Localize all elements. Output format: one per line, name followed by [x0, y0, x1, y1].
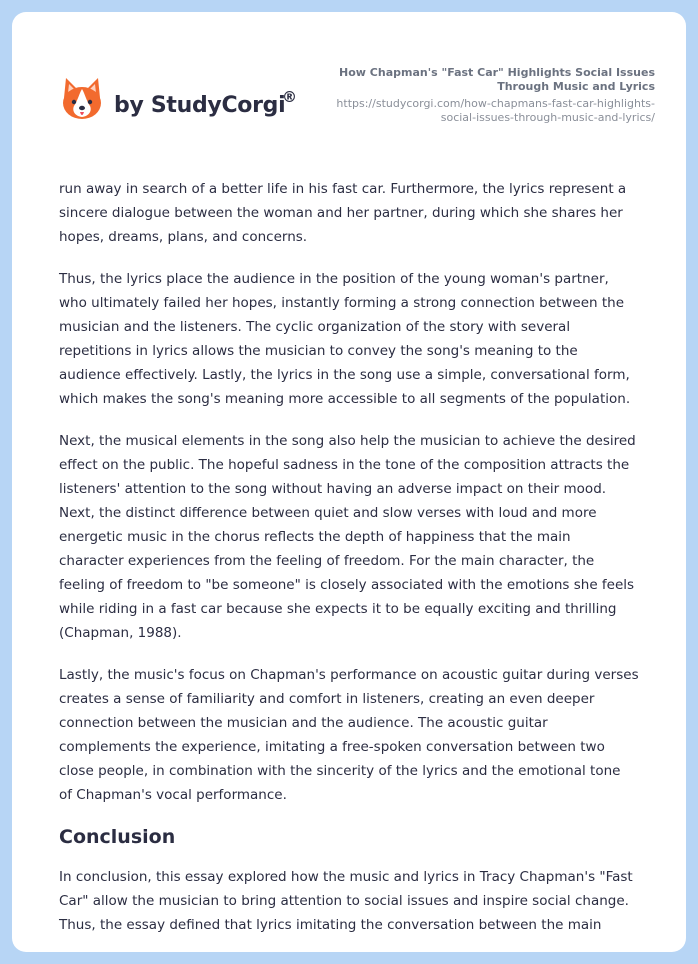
text-line: Next, the distinct difference between quiet and slow verses with loud and more: [59, 505, 597, 521]
text-line: Thus, the essay defined that lyrics imitating the conversation between the main: [59, 917, 602, 933]
studycorgi-logo[interactable]: [60, 76, 300, 126]
text-line: feeling of freedom to "be someone" is closely associated with the emotions she feels: [59, 577, 635, 593]
document-meta: [315, 66, 655, 125]
registered-mark: ®: [282, 88, 297, 106]
document-url-line: social-issues-through-music-and-lyrics/: [440, 111, 655, 124]
document-url-line: https://studycorgi.com/how-chapmans-fast-car-highlights-: [336, 97, 655, 110]
page-header: [12, 12, 686, 162]
document-title-line: How Chapman's "Fast Car" Highlights Social Issues: [339, 66, 655, 79]
essay-body: [59, 177, 659, 952]
text-line: In conclusion, this essay explored how the music and lyrics in Tracy Chapman's "Fast: [59, 869, 633, 885]
text-line: connection between the musician and the audience. The acoustic guitar: [59, 715, 548, 731]
text-line: creates a sense of familiarity and comfort in listeners, creating an even deeper: [59, 691, 595, 707]
text-line: Car" allow the musician to bring attention to social issues and inspire social change.: [59, 893, 629, 909]
text-line: repetitions in lyrics allows the musician to convey the song's meaning to the: [59, 343, 578, 359]
document-page: [12, 12, 686, 952]
text-line: Thus, the lyrics place the audience in the position of the young woman's partner,: [59, 271, 609, 287]
text-line: character experiences from the feeling of freedom. For the main character, the: [59, 553, 595, 569]
text-line: while riding in a fast car because she expects it to be equally exciting and thrilling: [59, 601, 617, 617]
text-line: effect on the public. The hopeful sadness in the tone of the composition attracts the: [59, 457, 630, 473]
paragraph-1: [59, 177, 659, 249]
text-line: listeners' attention to the song without having an adverse impact on their mood.: [59, 481, 607, 497]
text-line: of Chapman's vocal performance.: [59, 787, 287, 803]
text-line: run away in search of a better life in his fast car. Furthermore, the lyrics represent a: [59, 181, 627, 197]
text-line: musician and the listeners. The cyclic organization of the story with several: [59, 319, 571, 335]
text-line: Next, the musical elements in the song also help the musician to achieve the desired: [59, 433, 636, 449]
text-line: energetic music in the chorus reflects the depth of happiness that the main: [59, 529, 571, 545]
document-title-line: Through Music and Lyrics: [497, 80, 655, 93]
text-line: sincere dialogue between the woman and her partner, during which she shares her: [59, 205, 623, 221]
text-line: close people, in combination with the sincerity of the lyrics and the emotional tone: [59, 763, 621, 779]
text-line: Lastly, the music's focus on Chapman's performance on acoustic guitar during verses: [59, 667, 639, 683]
paragraph-2: [59, 267, 659, 411]
text-line: which makes the song's meaning more accessible to all segments of the population.: [59, 391, 631, 407]
text-line: (Chapman, 1988).: [59, 625, 182, 641]
section-heading: Conclusion: [59, 826, 176, 848]
brand-name: by StudyCorgi: [114, 93, 286, 118]
text-line: who ultimately failed her hopes, instantly forming a strong connection between the: [59, 295, 625, 311]
paragraph-4: [59, 663, 659, 807]
document-title: [315, 66, 655, 94]
text-line: audience effectively. Lastly, the lyrics in the song use a simple, conversational form,: [59, 367, 630, 383]
text-line: complements the experience, imitating a free-spoken conversation between two: [59, 739, 605, 755]
document-url[interactable]: [315, 97, 655, 125]
paragraph-3: [59, 429, 659, 645]
conclusion-paragraph: [59, 865, 659, 937]
text-line: hopes, dreams, plans, and concerns.: [59, 229, 308, 245]
corgi-logo-icon: [60, 76, 104, 122]
